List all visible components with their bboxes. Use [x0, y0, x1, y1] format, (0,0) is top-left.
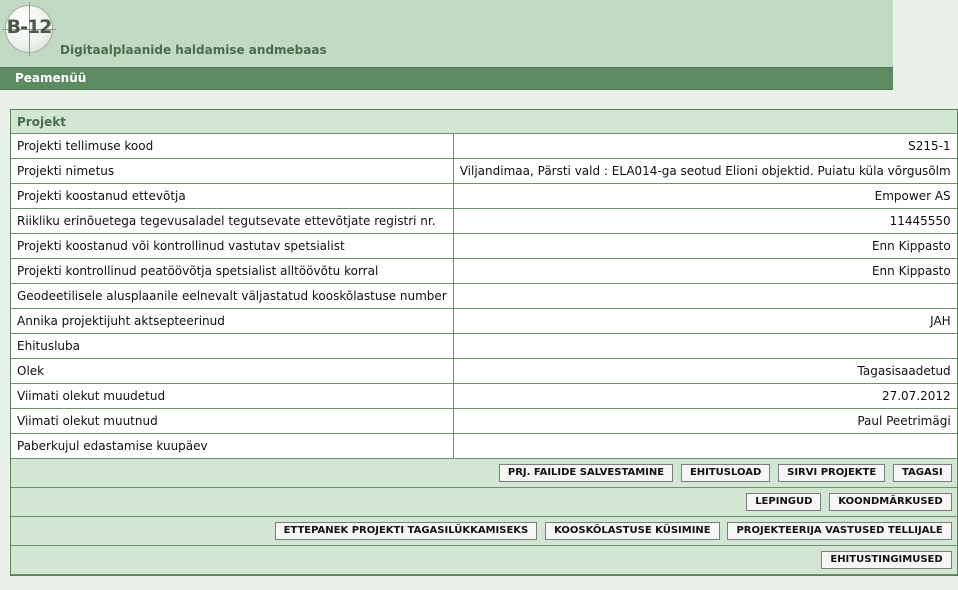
field-label: Viimati olekut muutnud	[11, 409, 454, 434]
field-value	[454, 334, 957, 359]
table-row	[11, 209, 957, 234]
field-value: Enn Kippasto	[454, 234, 957, 259]
table-row	[11, 384, 957, 409]
construction-conditions-button[interactable]: EHITUSTINGIMUSED	[821, 551, 951, 569]
table-row	[11, 359, 957, 384]
button-row	[11, 459, 957, 488]
field-value: Empower AS	[454, 184, 957, 209]
field-value: 11445550	[454, 209, 957, 234]
field-value: Tagasisaadetud	[454, 359, 957, 384]
button-row	[11, 517, 957, 546]
field-label: Paberkujul edastamise kuupäev	[11, 434, 454, 459]
logo-text: B-12	[6, 16, 52, 38]
table-row	[11, 134, 957, 159]
section-title: Projekt	[11, 110, 957, 134]
button-row-cell	[11, 488, 957, 517]
button-row-cell	[11, 517, 957, 546]
button-row-cell	[11, 546, 957, 575]
table-row	[11, 284, 957, 309]
site-remarks-button[interactable]: KOONDMÄRKUSED	[829, 493, 951, 511]
app-title: Digitaalplaanide haldamise andmebaas	[60, 43, 327, 57]
field-value	[454, 434, 957, 459]
table-row	[11, 159, 957, 184]
save-files-button[interactable]: PRJ. FAILIDE SALVESTAMINE	[499, 464, 673, 482]
field-label: Riikliku erinõuetega tegevusaladel tegutsevate ettevõtjate registri nr.	[11, 209, 454, 234]
permits-button[interactable]: EHITUSLOAD	[681, 464, 770, 482]
field-value: JAH	[454, 309, 957, 334]
button-row	[11, 488, 957, 517]
table-row	[11, 309, 957, 334]
contracts-button[interactable]: LEPINGUD	[746, 493, 821, 511]
field-value: Viljandimaa, Pärsti vald : ELA014-ga seotud Elioni objektid. Puiatu küla võrgusõlm	[454, 159, 957, 184]
field-label: Projekti koostanud ettevõtja	[11, 184, 454, 209]
project-header-row	[11, 110, 957, 134]
table-row	[11, 184, 957, 209]
button-row-cell	[11, 459, 957, 488]
reject-proposal-button[interactable]: ETTEPANEK PROJEKTI TAGASILÜKKAMISEKS	[275, 522, 538, 540]
table-row	[11, 434, 957, 459]
field-label: Projekti nimetus	[11, 159, 454, 184]
field-label: Olek	[11, 359, 454, 384]
field-value: Paul Peetrimägi	[454, 409, 957, 434]
back-button[interactable]: TAGASI	[893, 464, 952, 482]
field-label: Geodeetilisele alusplaanile eelnevalt väljastatud kooskõlastuse number	[11, 284, 454, 309]
field-label: Viimati olekut muudetud	[11, 384, 454, 409]
project-panel	[10, 109, 951, 576]
designer-replies-button[interactable]: PROJEKTEERIJA VASTUSED TELLIJALE	[727, 522, 951, 540]
table-row	[11, 409, 957, 434]
field-value: Enn Kippasto	[454, 259, 957, 284]
approval-request-button[interactable]: KOOSKÕLASTUSE KÜSIMINE	[545, 522, 720, 540]
project-table	[10, 109, 958, 576]
field-label: Projekti kontrollinud peatöövõtja spetsialist alltöövõtu korral	[11, 259, 454, 284]
main-menu-link[interactable]: Peamenüü	[15, 71, 87, 85]
field-label: Ehitusluba	[11, 334, 454, 359]
button-row	[11, 546, 957, 575]
field-label: Projekti tellimuse kood	[11, 134, 454, 159]
table-row	[11, 234, 957, 259]
field-label: Projekti koostanud või kontrollinud vastutav spetsialist	[11, 234, 454, 259]
table-row	[11, 259, 957, 284]
main-menu-bar	[0, 67, 893, 90]
app-header	[0, 0, 893, 67]
field-value: 27.07.2012	[454, 384, 957, 409]
field-value: S215-1	[454, 134, 957, 159]
table-row	[11, 334, 957, 359]
browse-projects-button[interactable]: SIRVI PROJEKTE	[778, 464, 885, 482]
field-label: Annika projektijuht aktsepteerinud	[11, 309, 454, 334]
b12-logo	[5, 5, 53, 53]
field-value	[454, 284, 957, 309]
